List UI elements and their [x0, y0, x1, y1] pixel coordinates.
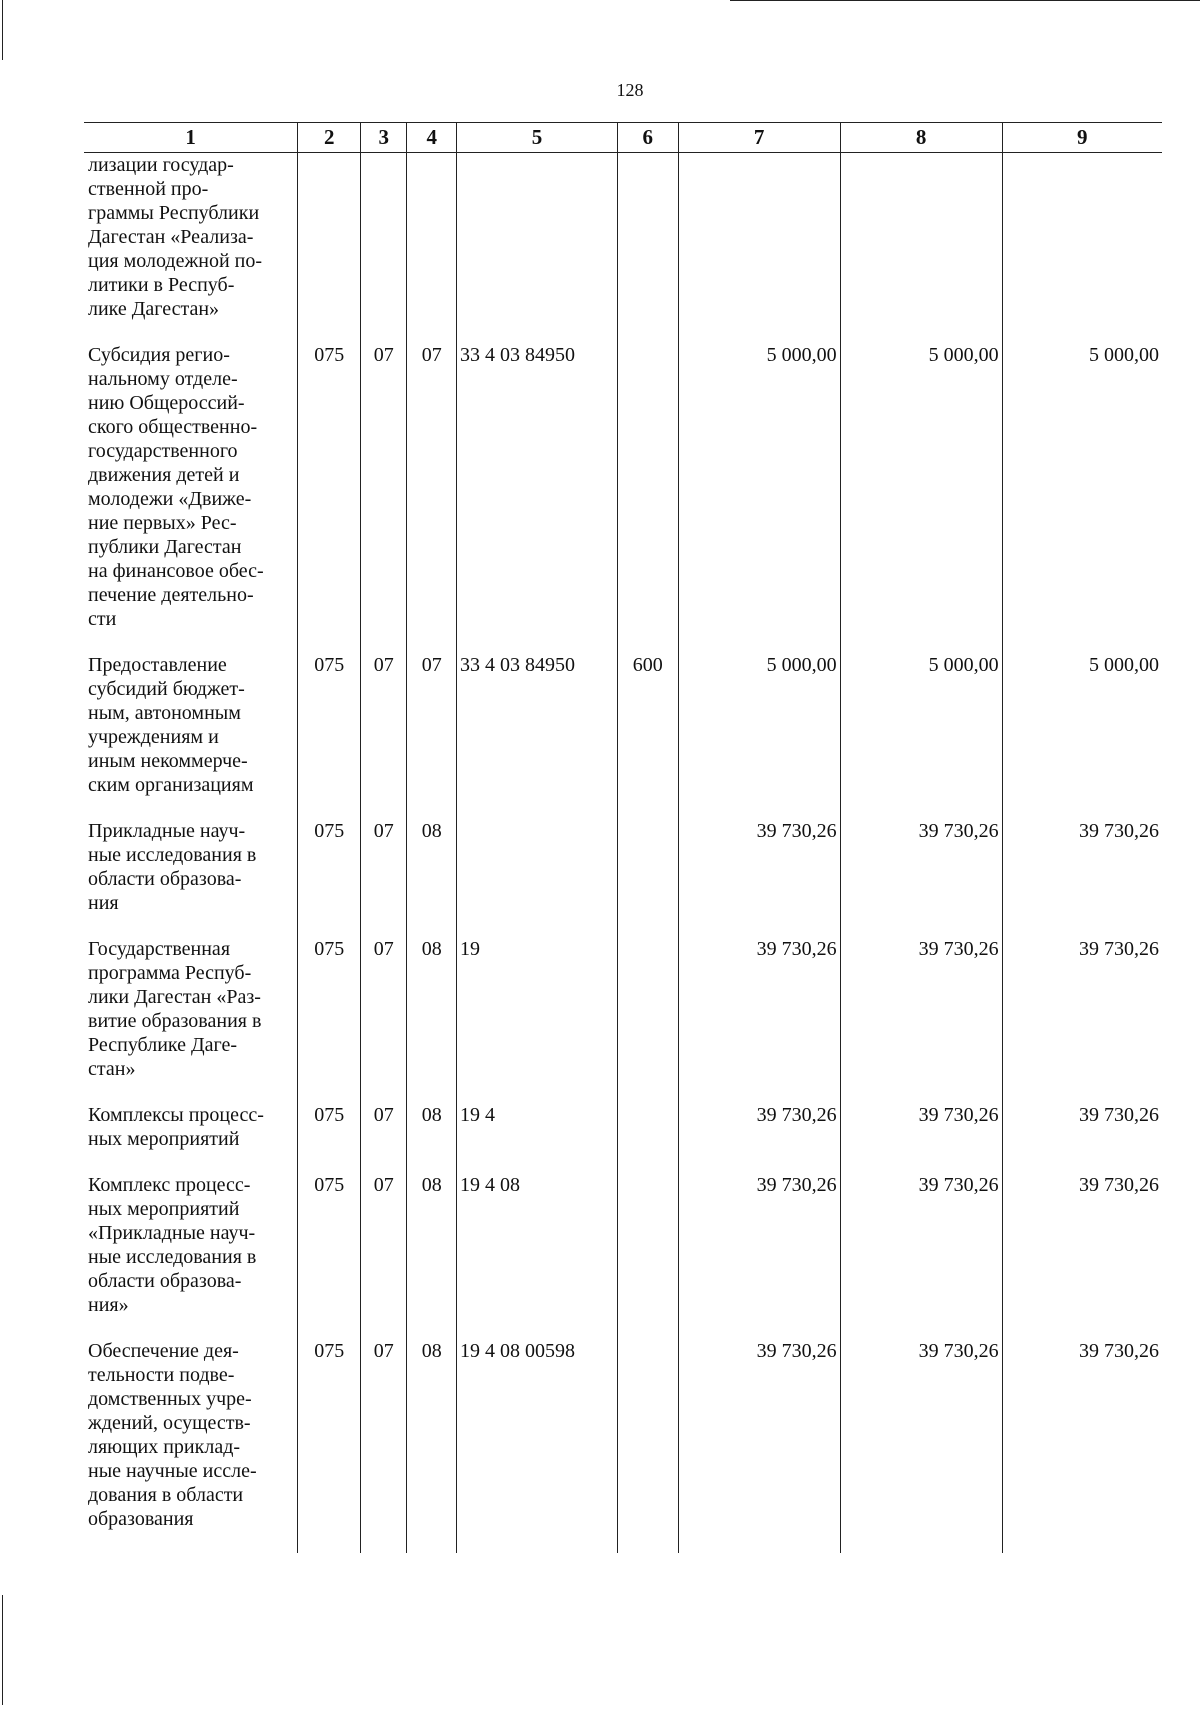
description-line: ского общественно- [88, 416, 258, 438]
cell-section: 07 [361, 1339, 407, 1553]
cell-section: 07 [361, 1173, 407, 1339]
cell-expense-type: 600 [617, 653, 678, 819]
cell-ministry-code [298, 153, 361, 344]
cell-amount-col7: 39 730,26 [678, 1339, 840, 1553]
column-header: 9 [1002, 123, 1162, 153]
description-line: стан» [88, 1058, 136, 1080]
cell-subsection: 08 [407, 1339, 457, 1553]
column-header: 7 [678, 123, 840, 153]
cell-expense-type [617, 1339, 678, 1553]
cell-description [84, 153, 298, 344]
budget-table [84, 122, 1162, 1553]
cell-amount-col9: 39 730,26 [1002, 819, 1162, 937]
cell-amount-col8: 5 000,00 [840, 653, 1002, 819]
cell-description [84, 937, 298, 1103]
description-line: ским организациям [88, 774, 254, 796]
table-row [84, 1173, 1162, 1339]
cell-target-article [457, 153, 618, 344]
cell-amount-col7: 5 000,00 [678, 653, 840, 819]
cell-subsection: 08 [407, 819, 457, 937]
description-line: государственного [88, 440, 238, 462]
description-line: печение деятельно- [88, 584, 254, 606]
description-line: Прикладные науч- [88, 820, 246, 842]
description-line: движения детей и [88, 464, 240, 486]
table-row [84, 343, 1162, 653]
cell-target-article: 33 4 03 84950 [457, 653, 618, 819]
cell-target-article: 33 4 03 84950 [457, 343, 618, 653]
cell-amount-col7 [678, 153, 840, 344]
column-header: 3 [361, 123, 407, 153]
cell-expense-type [617, 1173, 678, 1339]
description-line: Комплексы процесс- [88, 1104, 264, 1126]
cell-amount-col8: 39 730,26 [840, 937, 1002, 1103]
description-line: ждений, осуществ- [88, 1412, 251, 1434]
cell-amount-col7: 39 730,26 [678, 819, 840, 937]
description-line: нию Общероссий- [88, 392, 245, 414]
description-line: ция молодежной по- [88, 250, 263, 272]
description-line: ние первых» Рес- [88, 512, 237, 534]
cell-section: 07 [361, 653, 407, 819]
column-header: 8 [840, 123, 1002, 153]
cell-amount-col7: 39 730,26 [678, 1103, 840, 1173]
cell-amount-col8: 39 730,26 [840, 1103, 1002, 1173]
description-line: области образова- [88, 868, 242, 890]
description-line: Дагестан «Реализа- [88, 226, 254, 248]
description-line: учреждениям и [88, 726, 219, 748]
description-line: Республике Даге- [88, 1034, 238, 1056]
description-line: лике Дагестан» [88, 298, 220, 320]
description-line: образования [88, 1508, 194, 1530]
cell-amount-col9: 39 730,26 [1002, 937, 1162, 1103]
description-line: ные научные иссле- [88, 1460, 257, 1482]
cell-subsection: 07 [407, 653, 457, 819]
table-row [84, 937, 1162, 1103]
cell-amount-col7: 39 730,26 [678, 937, 840, 1103]
cell-description [84, 1173, 298, 1339]
cell-amount-col8: 39 730,26 [840, 1339, 1002, 1553]
column-header: 2 [298, 123, 361, 153]
cell-subsection: 08 [407, 1173, 457, 1339]
cell-section [361, 153, 407, 344]
cell-section: 07 [361, 937, 407, 1103]
description-line: лизации государ- [88, 154, 234, 176]
cell-amount-col8 [840, 153, 1002, 344]
cell-amount-col9 [1002, 153, 1162, 344]
description-line: граммы Республики [88, 202, 260, 224]
description-line: витие образования в [88, 1010, 262, 1032]
cell-amount-col7: 5 000,00 [678, 343, 840, 653]
description-line: молодежи «Движе- [88, 488, 252, 510]
description-line: ственной про- [88, 178, 209, 200]
cell-amount-col9: 5 000,00 [1002, 343, 1162, 653]
cell-ministry-code: 075 [298, 819, 361, 937]
table-row [84, 153, 1162, 344]
description-line: области образова- [88, 1270, 242, 1292]
table-body [84, 153, 1162, 1554]
cell-ministry-code: 075 [298, 1339, 361, 1553]
description-line: Государственная [88, 938, 231, 960]
cell-ministry-code: 075 [298, 937, 361, 1103]
cell-ministry-code: 075 [298, 1103, 361, 1173]
cell-target-article: 19 4 [457, 1103, 618, 1173]
description-line: на финансовое обес- [88, 560, 264, 582]
cell-section: 07 [361, 819, 407, 937]
description-line: ния [88, 892, 119, 914]
description-line: Предоставление [88, 654, 227, 676]
cell-target-article [457, 819, 618, 937]
cell-amount-col8: 39 730,26 [840, 819, 1002, 937]
cell-description [84, 1103, 298, 1173]
description-line: Обеспечение дея- [88, 1340, 239, 1362]
cell-subsection: 07 [407, 343, 457, 653]
cell-expense-type [617, 153, 678, 344]
table-row [84, 1339, 1162, 1553]
cell-expense-type [617, 343, 678, 653]
cell-expense-type [617, 937, 678, 1103]
cell-subsection: 08 [407, 937, 457, 1103]
description-line: публики Дагестан [88, 536, 242, 558]
cell-ministry-code: 075 [298, 343, 361, 653]
cell-description [84, 653, 298, 819]
cell-amount-col9: 39 730,26 [1002, 1173, 1162, 1339]
description-line: иным некоммерче- [88, 750, 248, 772]
cell-amount-col9: 5 000,00 [1002, 653, 1162, 819]
column-header: 5 [457, 123, 618, 153]
cell-subsection [407, 153, 457, 344]
scan-left-edge-mark [2, 1595, 3, 1705]
table-row [84, 653, 1162, 819]
cell-ministry-code: 075 [298, 1173, 361, 1339]
description-line: домственных учре- [88, 1388, 252, 1410]
cell-subsection: 08 [407, 1103, 457, 1173]
cell-section: 07 [361, 343, 407, 653]
cell-amount-col8: 39 730,26 [840, 1173, 1002, 1339]
cell-description [84, 1339, 298, 1553]
description-line: Комплекс процесс- [88, 1174, 251, 1196]
cell-target-article: 19 4 08 [457, 1173, 618, 1339]
description-line: ных мероприятий [88, 1128, 240, 1150]
cell-ministry-code: 075 [298, 653, 361, 819]
cell-target-article: 19 [457, 937, 618, 1103]
cell-amount-col8: 5 000,00 [840, 343, 1002, 653]
column-header: 1 [84, 123, 298, 153]
description-line: лики Дагестан «Раз- [88, 986, 261, 1008]
description-line: ные исследования в [88, 1246, 257, 1268]
description-line: сти [88, 608, 117, 630]
column-header: 6 [617, 123, 678, 153]
table-row [84, 819, 1162, 937]
cell-target-article: 19 4 08 00598 [457, 1339, 618, 1553]
cell-amount-col7: 39 730,26 [678, 1173, 840, 1339]
description-line: тельности подве- [88, 1364, 235, 1386]
page-number: 128 [616, 80, 644, 100]
cell-description [84, 819, 298, 937]
description-line: ных мероприятий [88, 1198, 240, 1220]
cell-amount-col9: 39 730,26 [1002, 1103, 1162, 1173]
column-header: 4 [407, 123, 457, 153]
description-line: субсидий бюджет- [88, 678, 245, 700]
description-line: нальному отделе- [88, 368, 238, 390]
description-line: «Прикладные науч- [88, 1222, 256, 1244]
scan-left-edge-mark [2, 0, 3, 60]
table-header-row [84, 123, 1162, 153]
cell-description [84, 343, 298, 653]
description-line: программа Респуб- [88, 962, 252, 984]
description-line: ния» [88, 1294, 129, 1316]
description-line: ным, автономным [88, 702, 241, 724]
description-line: ные исследования в [88, 844, 257, 866]
description-line: Субсидия регио- [88, 344, 230, 366]
cell-amount-col9: 39 730,26 [1002, 1339, 1162, 1553]
scan-top-edge-line [730, 0, 1200, 1]
cell-expense-type [617, 1103, 678, 1173]
table-row [84, 1103, 1162, 1173]
description-line: ляющих приклад- [88, 1436, 241, 1458]
description-line: литики в Респуб- [88, 274, 235, 296]
cell-section: 07 [361, 1103, 407, 1173]
description-line: дования в области [88, 1484, 244, 1506]
cell-expense-type [617, 819, 678, 937]
